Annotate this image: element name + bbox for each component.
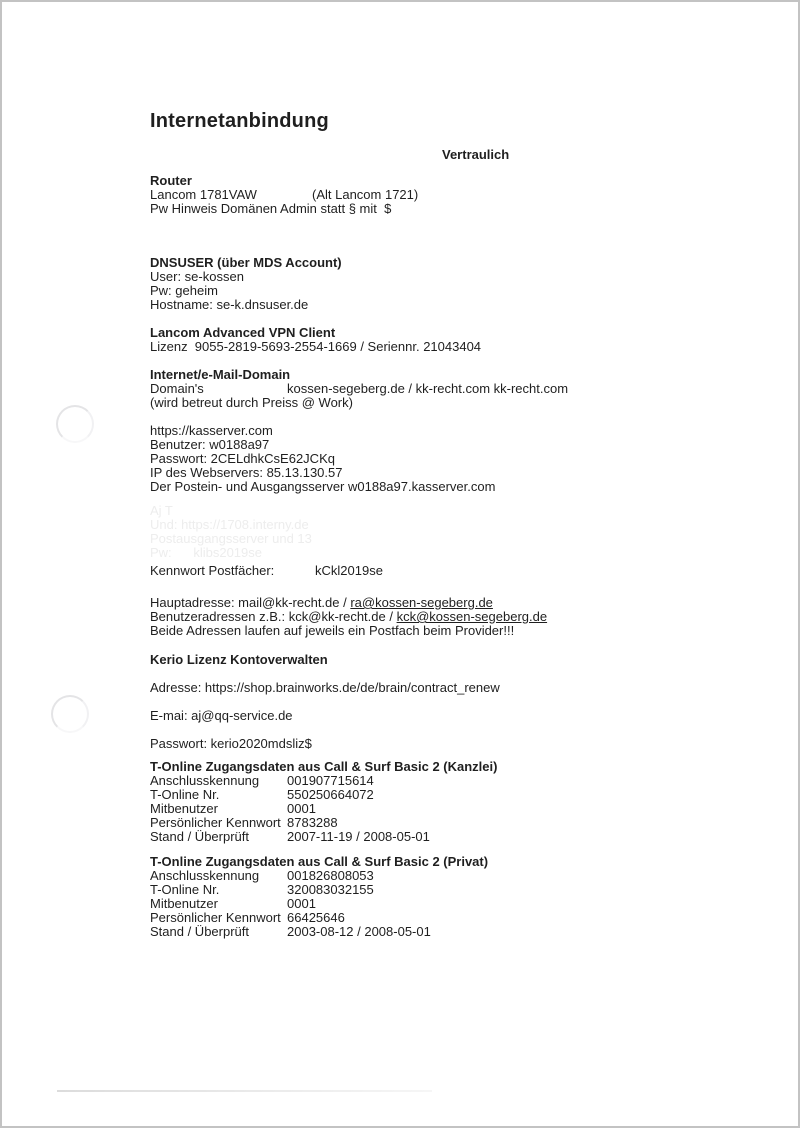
tonline-kanzlei-table <box>150 774 430 844</box>
table-row <box>150 788 430 802</box>
kasserver-mailserver: Der Postein- und Ausgangsserver w0188a97.kasserver.com <box>150 479 496 494</box>
row-label: T-Online Nr. <box>150 787 220 802</box>
section-heading-tonline-privat: T-Online Zugangsdaten aus Call & Surf Basic 2 (Privat) <box>150 854 489 869</box>
domain-line <box>150 382 568 396</box>
row-value: 2003-08-12 / 2008-05-01 <box>287 924 431 939</box>
vpn-license: Lizenz 9055-2819-5693-2554-1669 / Seriennr. 21043404 <box>150 339 482 354</box>
hole-punch-bottom <box>51 695 89 733</box>
table-row <box>150 802 430 816</box>
row-label: Persönlicher Kennwort <box>150 910 281 925</box>
table-row <box>150 830 430 844</box>
hole-punch-top <box>56 405 94 443</box>
kasserver-block <box>150 424 495 494</box>
section-heading-vpn: Lancom Advanced VPN Client <box>150 325 336 340</box>
postfach-line <box>150 564 383 578</box>
dnsuser-pw: Pw: geheim <box>150 283 218 298</box>
faded-erased-block <box>150 504 312 560</box>
table-row <box>150 816 430 830</box>
faded-line-4: Pw: klibs2019se <box>150 545 262 560</box>
postfach-label: Kennwort Postfächer: <box>150 563 275 578</box>
table-row <box>150 869 431 883</box>
row-value: 001907715614 <box>287 773 374 788</box>
section-heading-kerio: Kerio Lizenz Kontoverwalten <box>150 652 328 667</box>
user-address-link: kck@kossen-segeberg.de <box>396 609 548 624</box>
row-value: 320083032155 <box>287 882 374 897</box>
kasserver-url: https://kasserver.com <box>150 423 273 438</box>
kasserver-password: Passwort: 2CELdhkCsE62JCKq <box>150 451 335 466</box>
kerio-email: E-mai: aj@qq-service.de <box>150 708 293 723</box>
domain-note: (wird betreut durch Preiss @ Work) <box>150 395 353 410</box>
main-address-link: ra@kossen-segeberg.de <box>350 595 493 610</box>
router-model-line <box>150 188 418 202</box>
section-heading-tonline-kanzlei: T-Online Zugangsdaten aus Call & Surf Basic 2 (Kanzlei) <box>150 759 498 774</box>
faded-line-3: Postausgangsserver und 13 <box>150 531 312 546</box>
router-model-alt: (Alt Lancom 1721) <box>312 187 419 202</box>
row-value: 0001 <box>287 801 316 816</box>
domain-value: kossen-segeberg.de / kk-recht.com kk-recht.com <box>287 381 569 396</box>
kerio-address: Adresse: https://shop.brainworks.de/de/brain/contract_renew <box>150 680 500 695</box>
faded-line-2: Und: https://1708.interny.de <box>150 517 309 532</box>
faded-line-1: Aj T <box>150 503 173 518</box>
tonline-privat-table <box>150 869 431 939</box>
section-heading-router: Router <box>150 173 192 188</box>
user-address-line <box>150 610 547 624</box>
row-value: 2007-11-19 / 2008-05-01 <box>287 829 430 844</box>
main-address-prefix: Hauptadresse: mail@kk-recht.de / <box>150 595 351 610</box>
row-value: 8783288 <box>287 815 338 830</box>
row-label: Persönlicher Kennwort <box>150 815 281 830</box>
scan-edge-line <box>57 1090 432 1092</box>
router-pw-note: Pw Hinweis Domänen Admin statt § mit $ <box>150 201 392 216</box>
row-value: 0001 <box>287 896 316 911</box>
table-row <box>150 774 430 788</box>
dnsuser-hostname: Hostname: se-k.dnsuser.de <box>150 297 309 312</box>
confidential-label: Vertraulich <box>442 147 510 162</box>
domain-label: Domain's <box>150 381 204 396</box>
section-heading-domain: Internet/e-Mail-Domain <box>150 367 291 382</box>
postfach-value: kCkl2019se <box>315 563 383 578</box>
row-label: T-Online Nr. <box>150 882 220 897</box>
page-title: Internetanbindung <box>150 110 329 132</box>
dnsuser-user: User: se-kossen <box>150 269 244 284</box>
addresses-note: Beide Adressen laufen auf jeweils ein Postfach beim Provider!!! <box>150 623 515 638</box>
row-value: 66425646 <box>287 910 345 925</box>
row-value: 550250664072 <box>287 787 374 802</box>
table-row <box>150 883 431 897</box>
row-label: Mitbenutzer <box>150 801 218 816</box>
row-value: 001826808053 <box>287 868 374 883</box>
row-label: Stand / Überprüft <box>150 924 249 939</box>
row-label: Mitbenutzer <box>150 896 218 911</box>
kasserver-ip: IP des Webservers: 85.13.130.57 <box>150 465 343 480</box>
kerio-password: Passwort: kerio2020mdsliz$ <box>150 736 312 751</box>
table-row <box>150 897 431 911</box>
user-address-prefix: Benutzeradressen z.B.: kck@kk-recht.de / <box>150 609 397 624</box>
section-heading-dnsuser: DNSUSER (über MDS Account) <box>150 255 342 270</box>
table-row <box>150 911 431 925</box>
kasserver-user: Benutzer: w0188a97 <box>150 437 270 452</box>
row-label: Stand / Überprüft <box>150 829 249 844</box>
main-address-line <box>150 596 493 610</box>
router-model: Lancom 1781VAW <box>150 187 257 202</box>
row-label: Anschlusskennung <box>150 868 260 883</box>
table-row <box>150 925 431 939</box>
row-label: Anschlusskennung <box>150 773 260 788</box>
